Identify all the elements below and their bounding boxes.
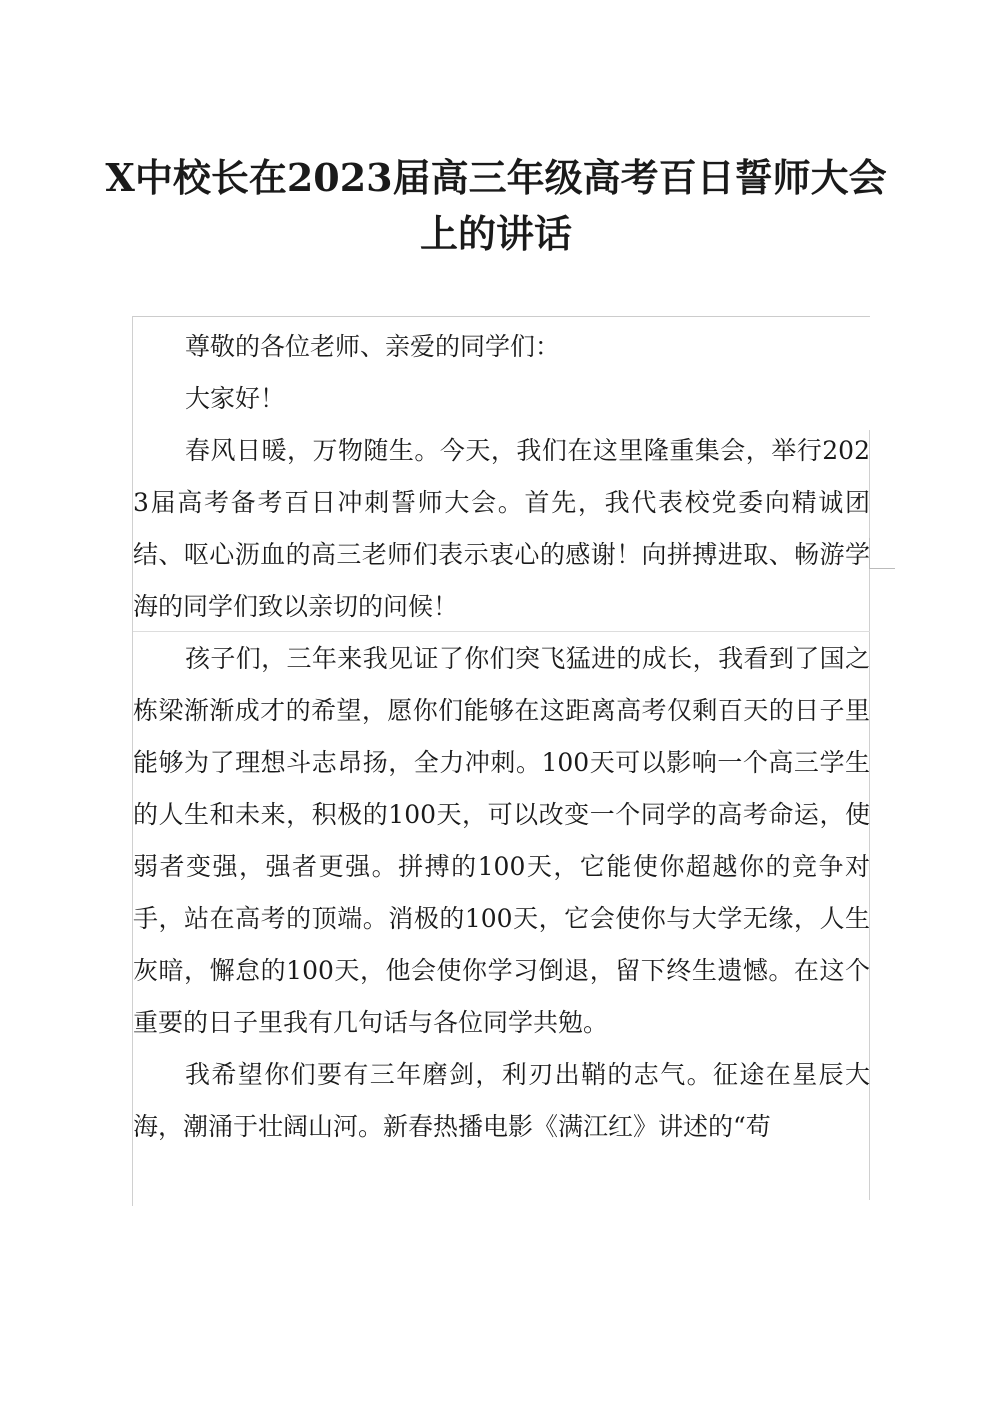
text-boundary-top [133, 316, 870, 317]
document-title: X中校长在2023届高三年级高考百日誓师大会上的讲话 [105, 155, 887, 256]
paragraph-opening: 春风日暖，万物随生。今天，我们在这里隆重集会，举行2023届高考备考百日冲刺誓师大会。首先，我代表校党委向精诚团结、呕心沥血的高三老师们表示衷心的感谢！向拼搏进取、畅游学海的同学们致以亲切的问候！ [133, 436, 870, 621]
margin-marker-horizontal [869, 568, 895, 569]
document-body [133, 318, 870, 1153]
salutation: 尊敬的各位老师、亲爱的同学们： [185, 332, 561, 361]
greeting: 大家好！ [185, 384, 286, 413]
paragraph-hundred-days: 孩子们，三年来我见证了你们突飞猛进的成长，我看到了国之栋梁渐渐成才的希望，愿你们能够在这距离高考仅剩百天的日子里能够为了理想斗志昂扬，全力冲刺。100天可以影响一个高三学生的人生和未来，积极的100天，可以改变一个同学的高考命运，使弱者变强，强者更强。拼搏的100天，它能使你超越你的竞争对手，站在高考的顶端。消极的100天，它会使你与大学无缘，人生灰暗，懈怠的100天，他会使你学习倒退，留下终生遗憾。在这个重要的日子里我有几句话与各位同学共勉。 [133, 644, 870, 1037]
paragraph-ambition: 我希望你们要有三年磨剑，利刃出鞘的志气。征途在星辰大海，潮涌于壮阔山河。新春热播电影《满江红》讲述的“苟 [133, 1060, 870, 1141]
